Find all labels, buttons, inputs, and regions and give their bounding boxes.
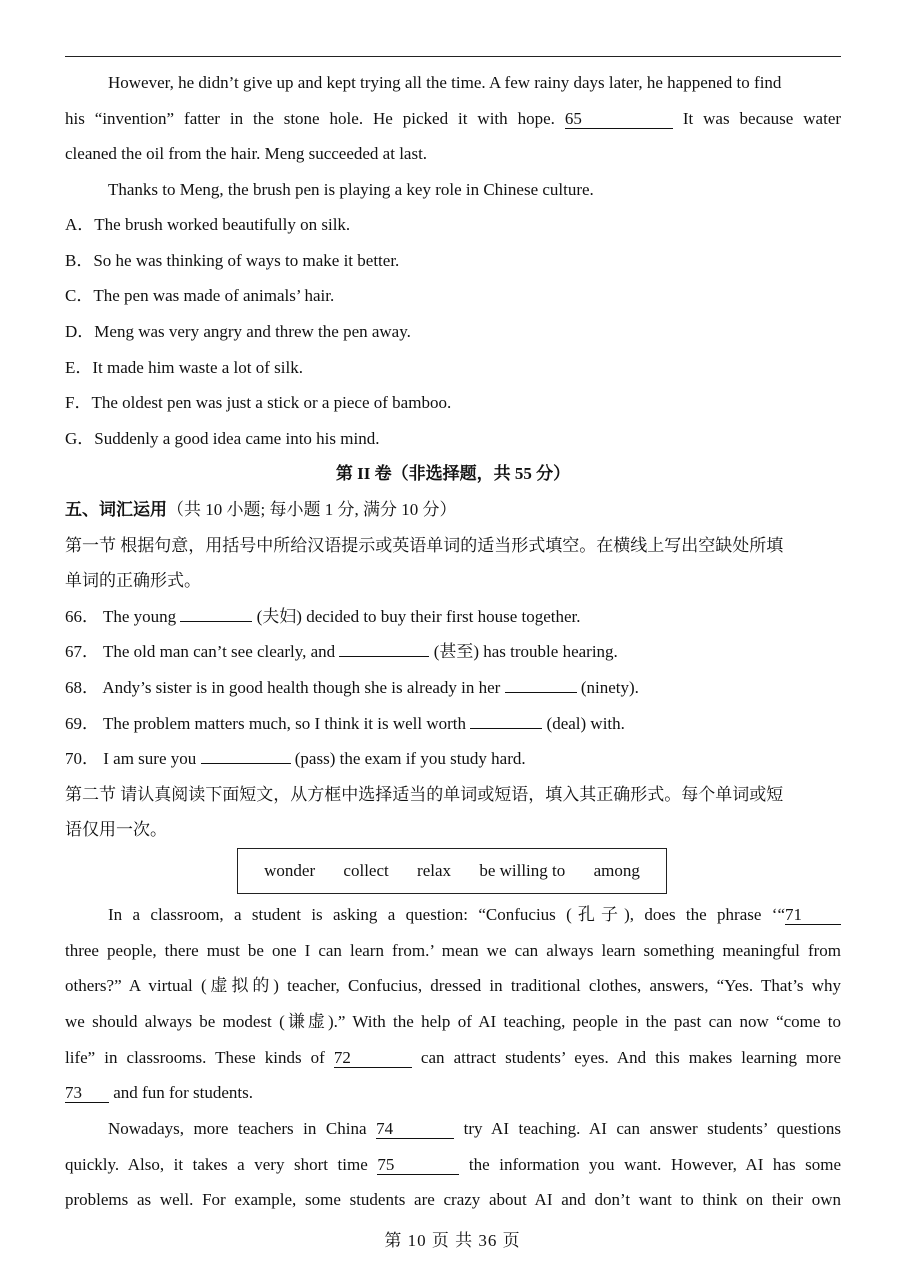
passage-text: It was because water bbox=[682, 109, 842, 128]
option-item bbox=[65, 214, 841, 236]
passage-text: In a classroom, a student is asking a question: “Confucius (孔子), does the phrase ‘“ bbox=[108, 905, 785, 924]
instruction-text: 语仅用一次。 bbox=[65, 820, 167, 839]
passage-text: Thanks to Meng, the brush pen is playing a key role in Chinese culture. bbox=[108, 180, 594, 199]
option-item bbox=[65, 321, 841, 343]
question-text: (甚至) has trouble hearing. bbox=[433, 642, 618, 661]
option-item bbox=[65, 250, 841, 272]
passage-line bbox=[65, 1047, 841, 1069]
part-title-text: 第 II 卷（非选择题，共 55 分） bbox=[335, 464, 571, 483]
option-item bbox=[65, 357, 841, 379]
page-footer bbox=[0, 1226, 905, 1251]
word-box bbox=[237, 848, 667, 894]
passage-text: and fun for students. bbox=[113, 1083, 254, 1102]
question-number: 70． bbox=[65, 749, 99, 768]
option-item bbox=[65, 392, 841, 414]
answer-blank-69[interactable] bbox=[470, 728, 542, 729]
passage-text: life” in classrooms. These kinds of bbox=[65, 1048, 325, 1067]
option-label: F． bbox=[65, 393, 92, 412]
instruction-text: 第二节 请认真阅读下面短文，从方框中选择适当的单词或短语，填入其正确形式。每个单词或短 bbox=[65, 785, 784, 804]
passage-text: try AI teaching. AI can answer students’ questions bbox=[463, 1119, 842, 1138]
answer-blank-70[interactable] bbox=[201, 763, 291, 764]
passage-line bbox=[65, 1082, 841, 1104]
word-option: wonder bbox=[264, 861, 316, 880]
passage-line bbox=[108, 904, 841, 926]
passage-line bbox=[65, 143, 841, 165]
answer-blank-66[interactable] bbox=[180, 621, 252, 622]
question-text: I am sure you bbox=[103, 749, 197, 768]
passage-text: his “invention” fatter in the stone hole. He picked it with hope. bbox=[65, 109, 555, 128]
option-label: A． bbox=[65, 215, 95, 234]
passage-line bbox=[65, 1011, 841, 1033]
passage-line bbox=[108, 1118, 841, 1140]
option-item bbox=[65, 285, 841, 307]
option-text: The brush worked beautifully on silk. bbox=[94, 215, 351, 234]
answer-blank-67[interactable] bbox=[339, 656, 429, 657]
page-number: 第 10 页 共 36 页 bbox=[384, 1231, 521, 1250]
passage-text: three people, there must be one I can learn from.’ mean we can always learn something meaningful from bbox=[65, 941, 841, 960]
question-text: Andy’s sister is in good health though she is already in her bbox=[102, 678, 501, 697]
passage-line bbox=[65, 940, 841, 962]
part-title bbox=[65, 463, 841, 485]
option-label: E． bbox=[65, 358, 93, 377]
question-text: The young bbox=[102, 607, 177, 626]
passage-text: Nowadays, more teachers in China bbox=[108, 1119, 367, 1138]
question-number: 66． bbox=[65, 607, 99, 626]
word-option: collect bbox=[343, 861, 389, 880]
passage-text: can attract students’ eyes. And this makes learning more bbox=[420, 1048, 841, 1067]
question-text: The problem matters much, so I think it is well worth bbox=[102, 714, 467, 733]
question-number: 67． bbox=[65, 642, 99, 661]
passage-text: the information you want. However, AI has some bbox=[468, 1155, 842, 1174]
answer-blank-71[interactable]: 71 bbox=[785, 906, 841, 925]
passage-line bbox=[108, 179, 841, 201]
section-title: 五、词汇运用 bbox=[65, 500, 167, 519]
instruction-line bbox=[65, 784, 841, 806]
answer-blank-65[interactable]: 65 bbox=[565, 110, 673, 129]
option-label: D． bbox=[65, 322, 95, 341]
option-text: The oldest pen was just a stick or a piece of bamboo. bbox=[91, 393, 452, 412]
question-number: 69． bbox=[65, 714, 99, 733]
section-heading bbox=[65, 499, 841, 521]
option-label: G． bbox=[65, 429, 95, 448]
word-option: among bbox=[593, 861, 640, 880]
question-68 bbox=[65, 677, 841, 699]
answer-blank-74[interactable]: 74 bbox=[376, 1120, 454, 1139]
option-text: The pen was made of animals’ hair. bbox=[93, 286, 335, 305]
passage-line bbox=[65, 1189, 841, 1211]
question-number: 68． bbox=[65, 678, 99, 697]
passage-text: quickly. Also, it takes a very short time bbox=[65, 1155, 368, 1174]
option-item bbox=[65, 428, 841, 450]
passage-text: However, he didn’t give up and kept trying all the time. A few rainy days later, he happened to find bbox=[108, 73, 782, 92]
word-option: relax bbox=[417, 861, 452, 880]
question-66 bbox=[65, 606, 841, 628]
question-67 bbox=[65, 641, 841, 663]
answer-blank-68[interactable] bbox=[505, 692, 577, 693]
question-text: (pass) the exam if you study hard. bbox=[294, 749, 526, 768]
option-label: C． bbox=[65, 286, 94, 305]
instruction-text: 单词的正确形式。 bbox=[65, 571, 201, 590]
question-69 bbox=[65, 713, 841, 735]
option-label: B． bbox=[65, 251, 94, 270]
passage-line bbox=[108, 72, 841, 94]
option-text: Meng was very angry and threw the pen away. bbox=[94, 322, 411, 341]
option-text: So he was thinking of ways to make it better. bbox=[93, 251, 400, 270]
section-note: （共 10 小题; 每小题 1 分, 满分 10 分） bbox=[167, 500, 457, 519]
question-70 bbox=[65, 748, 841, 770]
option-text: It made him waste a lot of silk. bbox=[92, 358, 303, 377]
question-text: (ninety). bbox=[580, 678, 639, 697]
passage-text: cleaned the oil from the hair. Meng succeeded at last. bbox=[65, 144, 428, 163]
answer-blank-73[interactable]: 73 bbox=[65, 1084, 109, 1103]
instruction-text: 第一节 根据句意，用括号中所给汉语提示或英语单词的适当形式填空。在横线上写出空缺处所填 bbox=[65, 536, 784, 555]
instruction-line bbox=[65, 535, 841, 557]
question-text: The old man can’t see clearly, and bbox=[102, 642, 336, 661]
passage-line bbox=[65, 975, 841, 997]
instruction-line bbox=[65, 570, 841, 592]
passage-text: problems as well. For example, some students are crazy about AI and don’t want to think on their own bbox=[65, 1190, 841, 1209]
answer-blank-75[interactable]: 75 bbox=[377, 1156, 459, 1175]
option-text: Suddenly a good idea came into his mind. bbox=[94, 429, 380, 448]
passage-text: others?” A virtual (虚拟的) teacher, Confucius, dressed in traditional clothes, answers, “Yes. That’s why bbox=[65, 976, 841, 995]
instruction-line bbox=[65, 819, 841, 841]
question-text: (夫妇) decided to buy their first house together. bbox=[256, 607, 581, 626]
passage-text: we should always be modest (谦虚).” With the help of AI teaching, people in the past can now “come to bbox=[65, 1012, 841, 1031]
header-rule bbox=[65, 56, 841, 57]
word-option: be willing to bbox=[479, 861, 566, 880]
passage-line bbox=[65, 108, 841, 130]
question-text: (deal) with. bbox=[546, 714, 625, 733]
passage-line bbox=[65, 1154, 841, 1176]
answer-blank-72[interactable]: 72 bbox=[334, 1049, 412, 1068]
